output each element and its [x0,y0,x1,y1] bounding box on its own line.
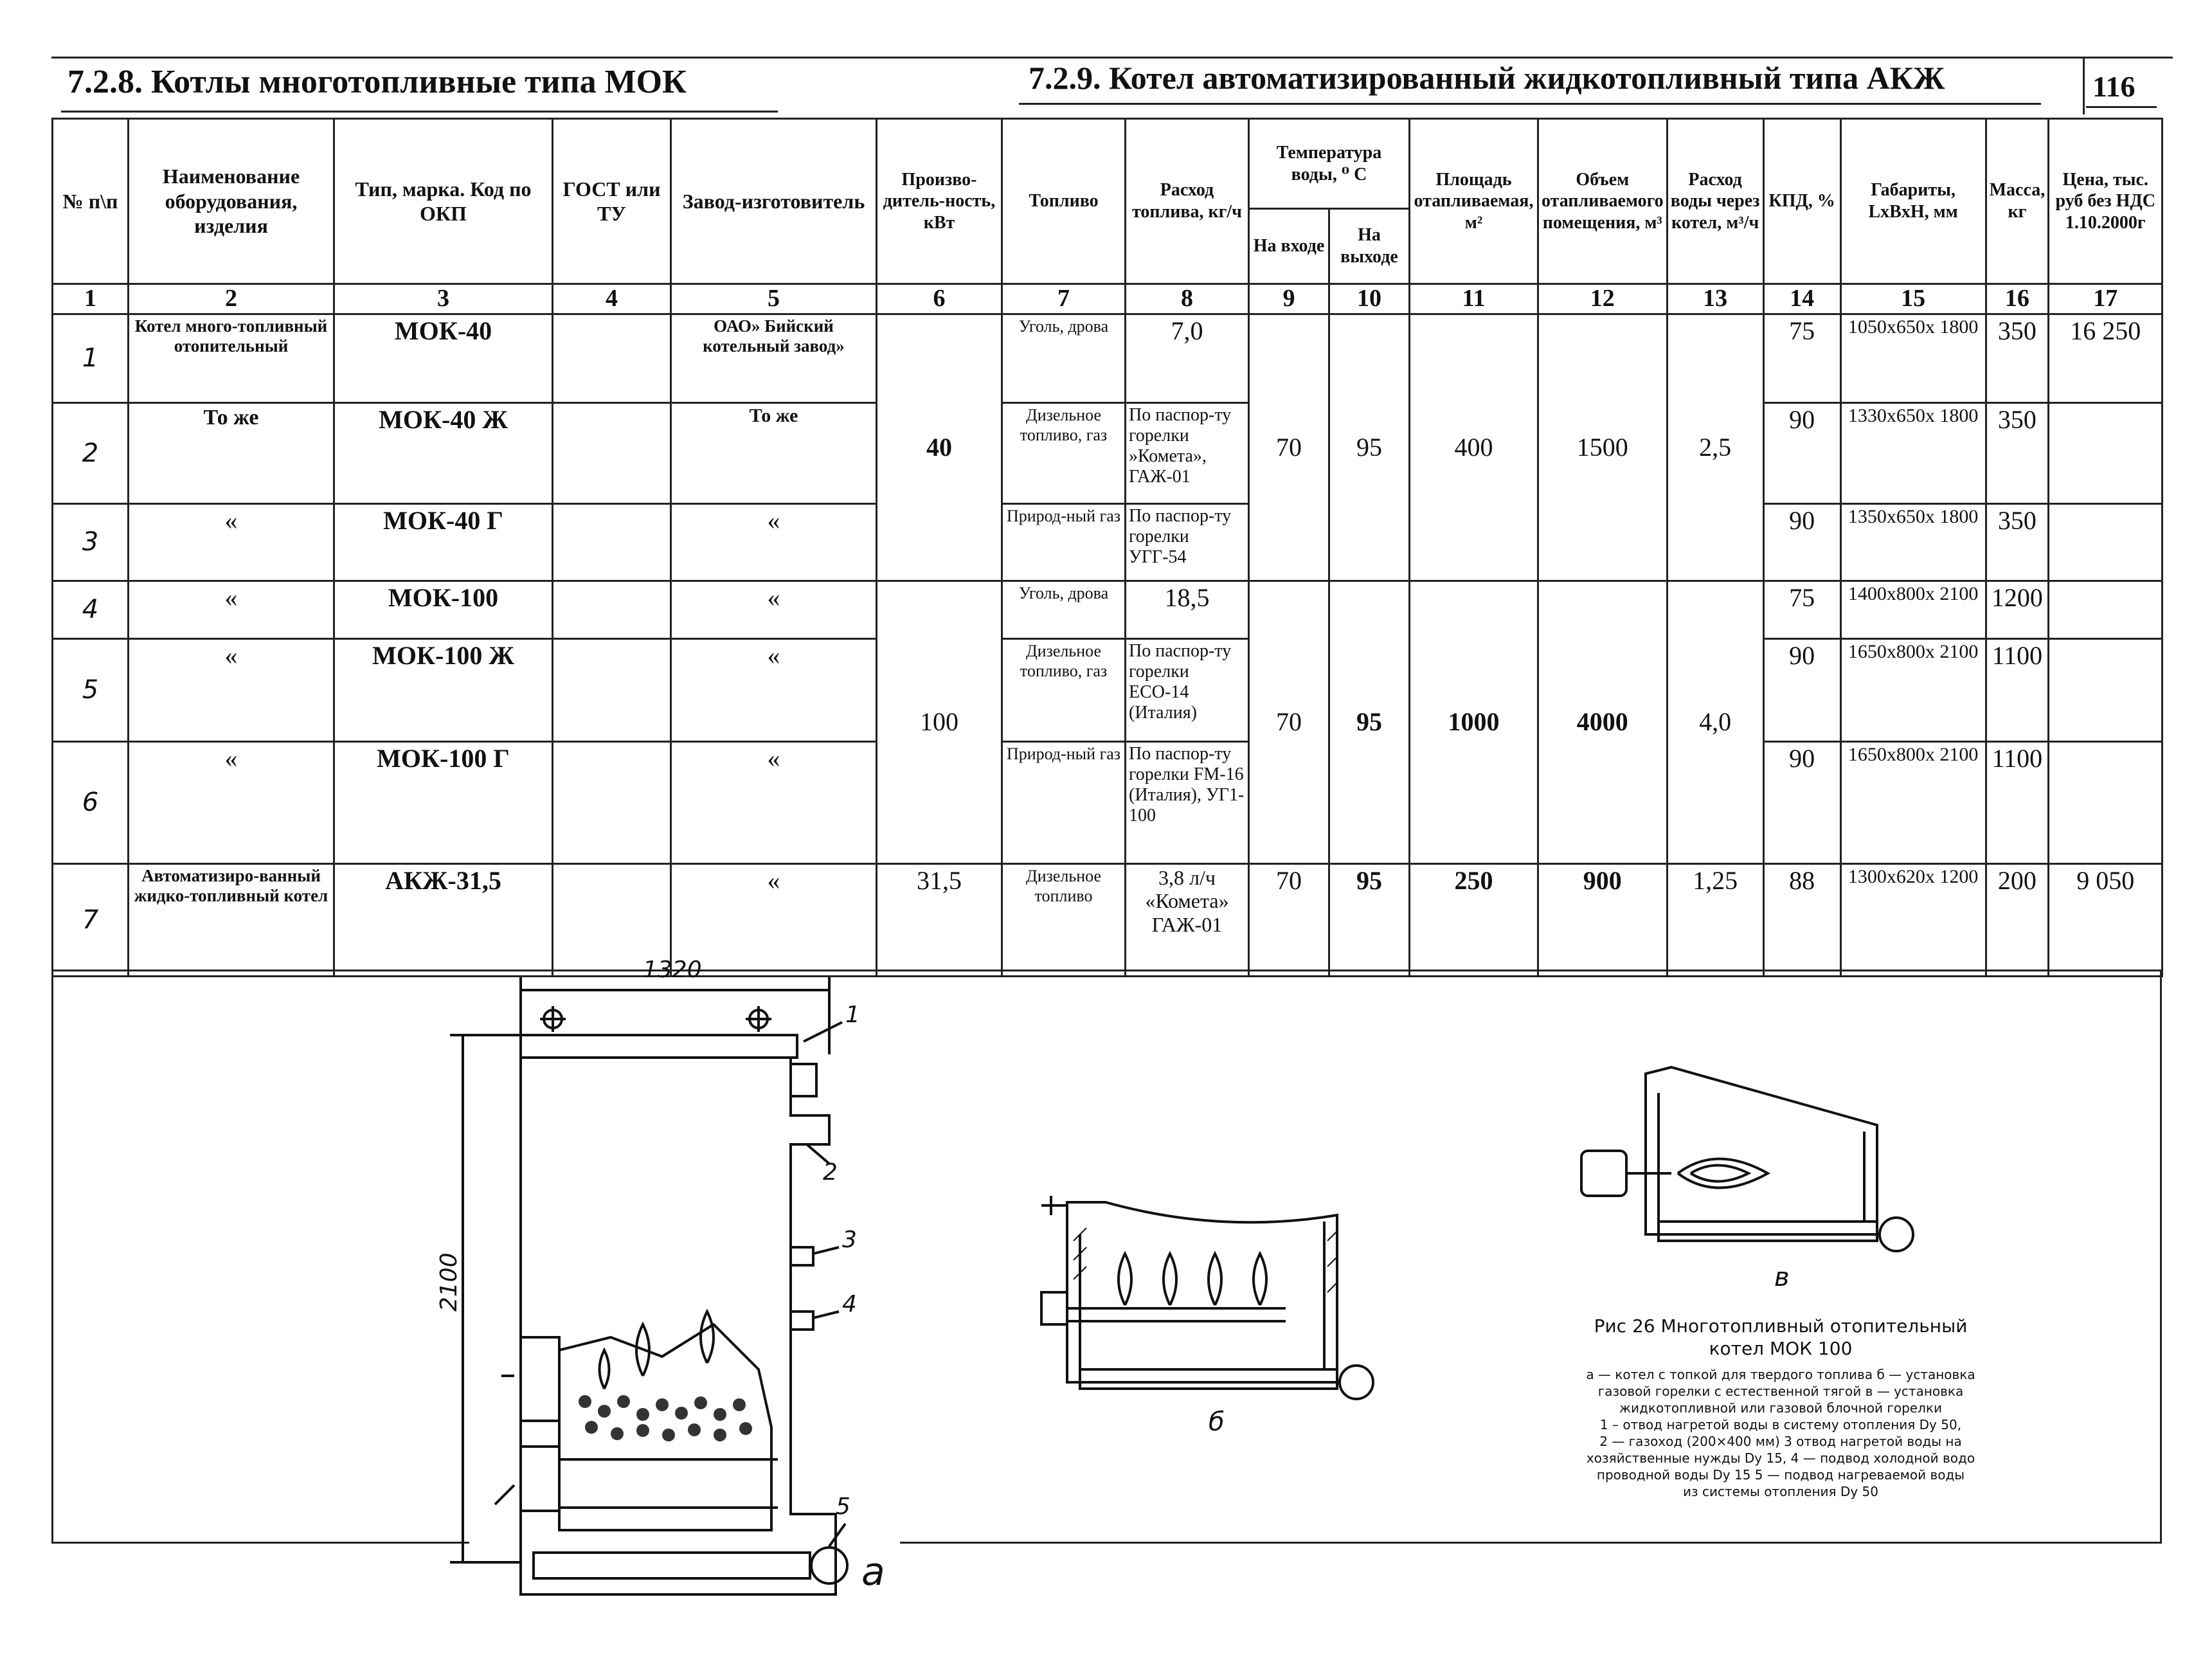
header-temp-out: На выходе [1329,209,1410,284]
header-kpd: КПД, % [1763,119,1840,284]
row-gost [553,314,671,402]
equipment-table [51,118,2163,977]
callout-2: 2 [823,1159,838,1186]
row-maker: То же [671,402,877,503]
table-row [53,581,2163,638]
burner-block-icon [1581,1151,1626,1196]
col-number: 13 [1667,284,1763,314]
row-type: МОК-40 Г [334,503,553,581]
row-price [2049,503,2163,581]
header-rate: Расход топлива, кг/ч [1126,119,1249,284]
col-number: 14 [1763,284,1840,314]
row-kpd: 90 [1763,402,1840,503]
row-dims: 1400x800x 2100 [1840,581,1986,638]
header-gost: ГОСТ или ТУ [553,119,671,284]
area-mok40: 400 [1410,314,1538,581]
row-fuel: Уголь, дрова [1002,314,1126,402]
row-maker: « [671,863,877,976]
label-b: б [1209,1407,1225,1437]
caption-line: хозяйственные нужды Dу 15, 4 — подвод холодной водо [1586,1450,1975,1466]
row-maker: « [671,503,877,581]
caption-line: а — котел с топкой для твердого топлива б — установка [1586,1367,1975,1382]
col-number: 9 [1249,284,1329,314]
row-mass: 1100 [1986,741,2049,863]
row-kpd: 90 [1763,741,1840,863]
label-v: в [1774,1263,1790,1292]
row-index: 1 [53,314,129,402]
row-rate: По паспор-ту горелки УГГ-54 [1126,503,1249,581]
caption-line: 1 – отвод нагретой воды в систему отопления Dу 50, [1599,1417,1962,1432]
row-gost [553,638,671,741]
row-type: МОК-100 [334,581,553,638]
row-kpd: 90 [1763,638,1840,741]
header-temp: Температура воды, ⁰ С [1249,119,1410,209]
power-mok40: 40 [877,314,1002,581]
row-rate: По паспор-ту горелки FM-16 (Италия), УГ1-100 [1126,741,1249,863]
row-index: 2 [53,402,129,503]
col-number: 11 [1410,284,1538,314]
row-gost [553,581,671,638]
temp-in-mok40: 70 [1249,314,1329,581]
row-fuel: Уголь, дрова [1002,581,1126,638]
figure-caption-title: Рис 26 Многотопливный отопительный котел МОК 100 [1594,1315,1968,1359]
row-flow: 1,25 [1667,863,1763,976]
row-rate: По паспор-ту горелки ЕСО-14 (Италия) [1126,638,1249,741]
table-row [53,314,2163,402]
row-maker: ОАО» Бийский котельный завод» [671,314,877,402]
row-area: 250 [1410,863,1538,976]
row-price [2049,581,2163,638]
row-power: 31,5 [877,863,1002,976]
area-mok100: 1000 [1410,581,1538,863]
row-mass: 200 [1986,863,2049,976]
row-name: « [129,581,334,638]
boiler-drawing-a [418,952,906,1633]
row-type: МОК-100 Ж [334,638,553,741]
page-number: 116 [2092,70,2136,103]
row-dims: 1350x650x 1800 [1840,503,1986,581]
caption-line: жидкотопливной или газовой блочной горелки [1619,1400,1942,1416]
column-numbers-row [53,284,2163,314]
caption-line: из системы отопления Dу 50 [1683,1484,1878,1499]
row-type: МОК-40 Ж [334,402,553,503]
row-name: « [129,741,334,863]
row-fuel: Природ-ный газ [1002,741,1126,863]
header-power: Произво-дитель-ность, кВт [877,119,1002,284]
row-type: АКЖ-31,5 [334,863,553,976]
row-name: Котел много-топливный отопительный [129,314,334,402]
row-index: 4 [53,581,129,638]
row-mass: 350 [1986,402,2049,503]
header-fuel: Топливо [1002,119,1126,284]
row-kpd: 88 [1763,863,1840,976]
flow-mok40: 2,5 [1667,314,1763,581]
row-index: 7 [53,863,129,976]
figure-caption-legend [1543,1366,2019,1500]
row-name: « [129,638,334,741]
col-number: 8 [1126,284,1249,314]
col-number: 10 [1329,284,1410,314]
row-price [2049,638,2163,741]
row-fuel: Дизельное топливо [1002,863,1126,976]
row-volume: 900 [1538,863,1668,976]
row-type: МОК-100 Г [334,741,553,863]
header-dims: Габариты, LxBxH, мм [1840,119,1986,284]
row-kpd: 75 [1763,314,1840,402]
header-temp-in: На входе [1249,209,1329,284]
row-price [2049,402,2163,503]
section-title-akzh: 7.2.9. Котел автоматизированный жидкотопливный типа АКЖ [1029,60,1945,96]
header-mass: Масса, кг [1986,119,2049,284]
row-name: То же [129,402,334,503]
callout-4: 4 [842,1291,857,1317]
col-number: 12 [1538,284,1668,314]
header-area: Площадь отапливаемая, м² [1410,119,1538,284]
header-flow: Расход воды через котел, м³/ч [1667,119,1763,284]
section-title-mok: 7.2.8. Котлы многотопливные типа МОК [67,64,687,100]
dim-width-label: 1320 [643,957,702,983]
temp-in-mok100: 70 [1249,581,1329,863]
power-mok100: 100 [877,581,1002,863]
row-gost [553,402,671,503]
header-type: Тип, марка. Код по ОКП [334,119,553,284]
row-rate: 18,5 [1126,581,1249,638]
flow-mok100: 4,0 [1667,581,1763,863]
row-dims: 1650x800x 2100 [1840,741,1986,863]
col-number: 7 [1002,284,1126,314]
col-number: 4 [553,284,671,314]
row-index: 5 [53,638,129,741]
col-number: 16 [1986,284,2049,314]
col-number: 3 [334,284,553,314]
row-mass: 1100 [1986,638,2049,741]
row-index: 6 [53,741,129,863]
row-type: МОК-40 [334,314,553,402]
caption-line: газовой горелки с естественной тягой в — установка [1597,1384,1964,1399]
row-index: 3 [53,503,129,581]
row-rate: По паспор-ту горелки »Комета», ГАЖ-01 [1126,402,1249,503]
table-row [53,503,2163,581]
row-kpd: 90 [1763,503,1840,581]
col-number: 2 [129,284,334,314]
col-number: 17 [2049,284,2163,314]
row-dims: 1650x800x 2100 [1840,638,1986,741]
header-no: № п\п [53,119,129,284]
callout-5: 5 [836,1493,850,1520]
row-temp-out: 95 [1329,863,1410,976]
col-number: 1 [53,284,129,314]
volume-mok40: 1500 [1538,314,1668,581]
caption-line: 2 — газоход (200×400 мм) 3 отвод нагретой воды на [1599,1434,1962,1449]
dim-height-label: 2100 [436,1252,462,1312]
temp-out-mok40: 95 [1329,314,1410,581]
temp-out-mok100: 95 [1329,581,1410,863]
row-mass: 1200 [1986,581,2049,638]
header-volume: Объем отапливаемого помещения, м³ [1538,119,1668,284]
row-fuel: Дизельное топливо, газ [1002,402,1126,503]
caption-line: проводной воды Dу 15 5 — подвод нагреваемой воды [1596,1467,1965,1483]
row-dims: 1330x650x 1800 [1840,402,1986,503]
table-row [53,638,2163,741]
row-temp-in: 70 [1249,863,1329,976]
row-fuel: Дизельное топливо, газ [1002,638,1126,741]
table-row [53,863,2163,976]
row-mass: 350 [1986,314,2049,402]
row-name: « [129,503,334,581]
row-fuel: Природ-ный газ [1002,503,1126,581]
row-dims: 1050x650x 1800 [1840,314,1986,402]
table-row [53,402,2163,503]
callout-1: 1 [845,1002,860,1028]
col-number: 6 [877,284,1002,314]
row-maker: « [671,638,877,741]
callout-3: 3 [842,1227,857,1253]
boiler-drawing-b [1029,1177,1427,1447]
header-price: Цена, тыс. руб без НДС 1.10.2000г [2049,119,2163,284]
row-dims: 1300x620x 1200 [1840,863,1986,976]
row-mass: 350 [1986,503,2049,581]
table-row [53,741,2163,863]
row-gost [553,741,671,863]
row-rate: 7,0 [1126,314,1249,402]
header-maker: Завод-изготовитель [671,119,877,284]
row-maker: « [671,581,877,638]
volume-mok100: 4000 [1538,581,1668,863]
row-price [2049,741,2163,863]
row-kpd: 75 [1763,581,1840,638]
row-price: 16 250 [2049,314,2163,402]
row-name: Автоматизиро-ванный жидко-топливный котел [129,863,334,976]
row-rate: 3,8 л/ч «Комета» ГАЖ-01 [1126,863,1249,976]
header-name: Наименование оборудования, изделия [129,119,334,284]
row-gost [553,503,671,581]
col-number: 5 [671,284,877,314]
row-price: 9 050 [2049,863,2163,976]
boiler-drawing-v [1569,1054,1980,1299]
col-number: 15 [1840,284,1986,314]
row-maker: « [671,741,877,863]
label-a: а [861,1549,885,1594]
